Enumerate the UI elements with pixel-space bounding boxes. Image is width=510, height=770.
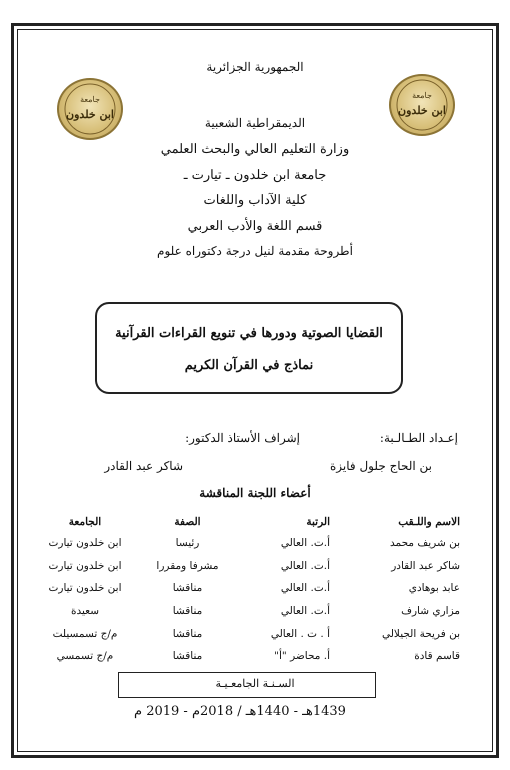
supervisor-label: إشراف الأستاذ الدكتور: — [185, 431, 300, 445]
logo-main-text: ابن خلدون — [66, 108, 114, 121]
member-rank: أ.ت. العالي — [280, 582, 330, 595]
member-university: م/ج تسمسيلت — [52, 627, 118, 640]
faculty-line: كلية الآداب واللغات — [203, 193, 307, 208]
logo-main-text: ابن خلدون — [398, 104, 446, 117]
thesis-type-line: أطروحة مقدمة لنيل درجة دكتوراه علوم — [157, 244, 353, 258]
member-university: ابن خلدون تيارت — [48, 537, 122, 550]
member-name: بن شريف محمد — [390, 537, 460, 550]
member-name: مزاري شارف — [401, 605, 460, 618]
logo-top-text: جامعة — [412, 91, 432, 100]
member-university: سعيدة — [70, 605, 100, 618]
column-header-rank: الرتبة — [306, 516, 330, 528]
university-line: جامعة ابن خلدون ـ تيارت ـ — [183, 168, 327, 183]
member-role: مناقشا — [172, 627, 203, 640]
member-name: شاكر عبد القادر — [391, 559, 460, 572]
ministry-line: وزارة التعليم العالي والبحث العلمي — [160, 142, 350, 157]
student-name: بن الحاج جلول فايزة — [329, 459, 432, 473]
member-rank: أ . ت . العالي — [270, 627, 330, 640]
member-university: ابن خلدون تيارت — [48, 559, 122, 572]
republic-line: الجمهورية الجزائرية — [206, 60, 304, 74]
member-rank: أ. محاضر "أ" — [274, 650, 330, 663]
column-header-role: الصفة — [174, 516, 201, 528]
member-role: مشرفا ومقررا — [156, 559, 219, 572]
member-name: عابد بوهادي — [408, 582, 460, 595]
member-name: قاسم قادة — [414, 650, 460, 663]
committee-table — [30, 512, 460, 668]
table-row — [30, 577, 460, 600]
prepared-by-label: إعـداد الطـالـبة: — [379, 431, 458, 445]
academic-year-label: السـنـة الجامعـيـة — [215, 677, 295, 690]
department-line: قسم اللغة والأدب العربي — [187, 219, 323, 234]
member-rank: أ.ت. العالي — [280, 537, 330, 550]
member-university: ابن خلدون تيارت — [48, 582, 122, 595]
democratic-line: الديمقراطية الشعبية — [204, 116, 306, 130]
academic-year-value: 1439هـ - 1440هـ / 2018م - 2019 م — [134, 704, 346, 719]
table-row — [30, 645, 460, 668]
member-role: مناقشا — [172, 650, 203, 663]
column-header-university: الجامعة — [68, 516, 102, 528]
member-rank: أ.ت. العالي — [280, 605, 330, 618]
member-role: رئيسا — [175, 537, 200, 550]
table-row — [30, 555, 460, 578]
supervisor-name: شاكر عبد القادر — [104, 459, 183, 473]
logo-top-text: جامعة — [80, 95, 100, 104]
thesis-title: القضايا الصوتية ودورها في تنويع القراءات القرآنية — [115, 326, 383, 341]
member-university: م/ج تسمسي — [56, 650, 114, 663]
university-seal-icon — [57, 78, 123, 140]
column-header-name: الاسم واللـقب — [398, 516, 460, 528]
thesis-title-box — [95, 302, 403, 394]
member-role: مناقشا — [172, 605, 203, 618]
member-name: بن فريحة الجيلالي — [381, 627, 460, 640]
thesis-subtitle: نماذج في القرآن الكريم — [184, 358, 314, 373]
table-row — [30, 532, 460, 555]
table-row — [30, 622, 460, 645]
table-row — [30, 600, 460, 623]
committee-heading: أعضاء اللجنة المناقشة — [199, 486, 311, 500]
committee-header-row — [30, 512, 460, 532]
member-role: مناقشا — [172, 582, 203, 595]
member-rank: أ.ت. العالي — [280, 559, 330, 572]
